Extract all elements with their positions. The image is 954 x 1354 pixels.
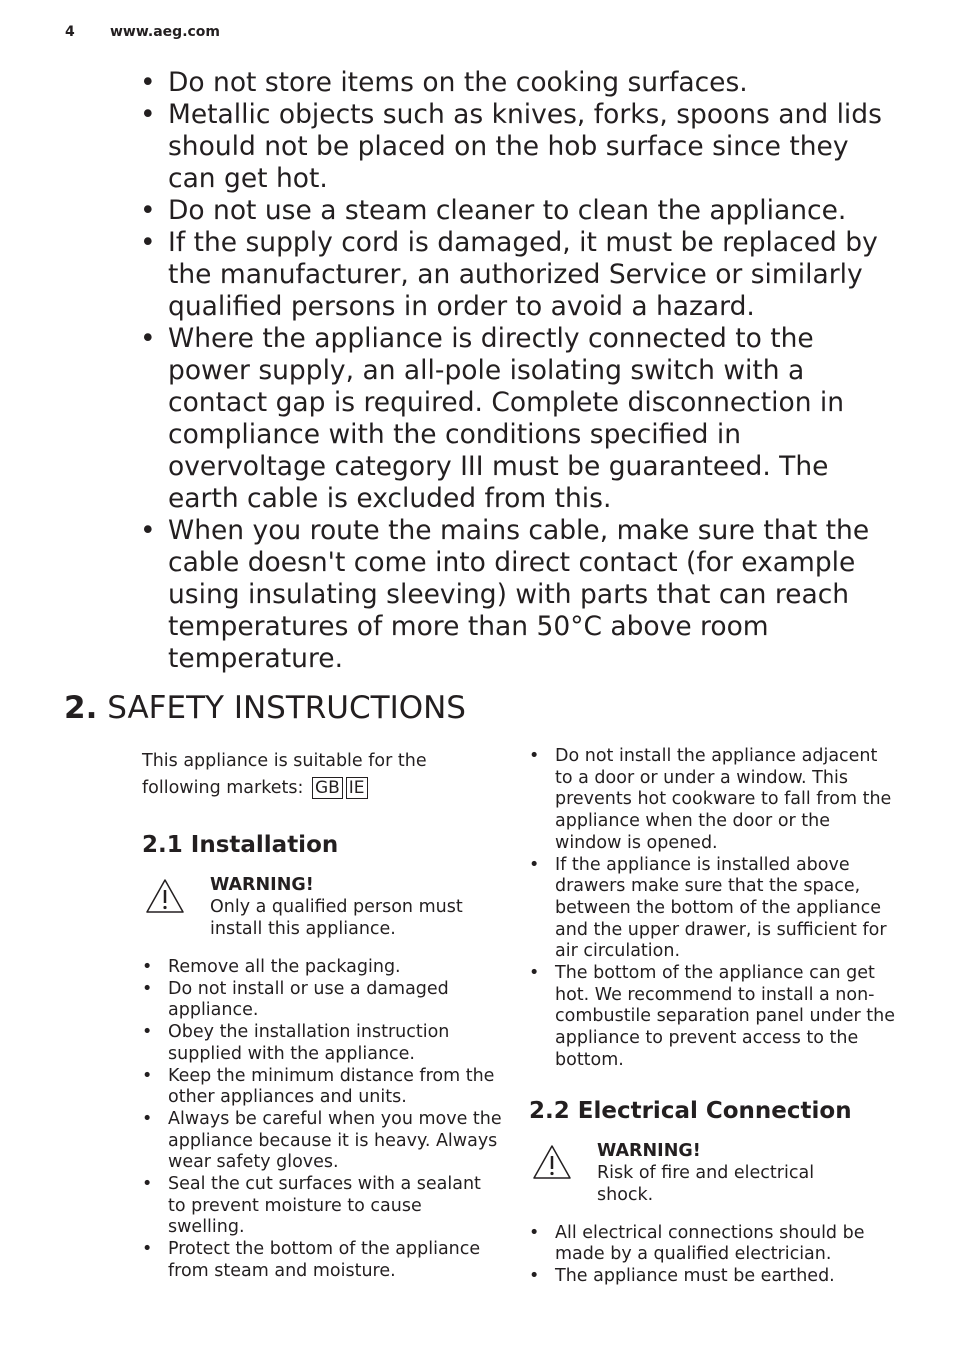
list-item: • The appliance must be earthed. xyxy=(529,1266,899,1288)
subsection-title: Installation xyxy=(190,832,339,858)
left-column xyxy=(142,748,502,1283)
installation-list-continued xyxy=(529,746,899,1072)
markets-intro xyxy=(142,748,502,802)
subsection-heading-installation xyxy=(142,832,502,858)
subsection-heading-electrical xyxy=(529,1098,899,1124)
list-item: • If the appliance is installed above drawers make sure that the space, between the bottom of the appliance and the upper drawer, is sufficient for air circulation. xyxy=(529,855,899,964)
list-item: • Obey the installation instruction supplied with the appliance. xyxy=(142,1022,502,1065)
safety-bullet-list xyxy=(140,67,900,675)
list-item: • Do not install or use a damaged appliance. xyxy=(142,979,502,1022)
electrical-list xyxy=(529,1223,899,1288)
list-item: • Keep the minimum distance from the other appliances and units. xyxy=(142,1066,502,1109)
section-title xyxy=(64,690,466,726)
list-item: • If the supply cord is damaged, it must be replaced by the manufacturer, an authorized Service or similarly qualified persons in order to avoid a hazard. xyxy=(140,227,900,323)
list-item: • Protect the bottom of the appliance from steam and moisture. xyxy=(142,1239,502,1282)
warning-triangle-icon xyxy=(145,878,185,914)
market-badge-gb: GB xyxy=(312,777,343,799)
warning-title: WARNING! xyxy=(210,875,314,895)
list-item: • Remove all the packaging. xyxy=(142,957,502,979)
installation-list xyxy=(142,957,502,1283)
markets-label: following markets: xyxy=(142,778,304,798)
list-item: • Do not use a steam cleaner to clean the appliance. xyxy=(140,195,900,227)
right-column xyxy=(529,746,899,1288)
list-item: • All electrical connections should be made by a qualified electrician. xyxy=(529,1223,899,1266)
list-item: • Metallic objects such as knives, forks, spoons and lids should not be placed on the hob surface since they can get hot. xyxy=(140,99,900,195)
page-header xyxy=(65,24,221,40)
intro-line: This appliance is suitable for the xyxy=(142,751,427,771)
subsection-number: 2.2 xyxy=(529,1097,570,1124)
warning-text: Risk of fire and electrical shock. xyxy=(597,1162,815,1205)
list-item: • Where the appliance is directly connected to the power supply, an all-pole isolating switch with a contact gap is required. Complete disconnection in compliance with the conditions specified in overvoltage category III must be guaranteed. The earth cable is excluded from this. xyxy=(140,323,900,515)
list-item: • When you route the mains cable, make sure that the cable doesn't come into direct contact (for example using insulating sleeving) with parts that can reach temperatures of more than 50°C above room temperature. xyxy=(140,515,900,675)
warning-triangle-icon xyxy=(532,1144,572,1180)
list-item: • Do not store items on the cooking surfaces. xyxy=(140,67,900,99)
list-item: • Do not install the appliance adjacent to a door or under a window. This prevents hot cookware to fall from the appliance when the door or the window is opened. xyxy=(529,746,899,855)
section-heading: SAFETY INSTRUCTIONS xyxy=(107,690,466,726)
section-number: 2. xyxy=(64,690,98,726)
market-badge-ie: IE xyxy=(346,777,368,799)
warning-title: WARNING! xyxy=(597,1140,701,1161)
subsection-title: Electrical Connection xyxy=(577,1097,852,1124)
warning-text: Only a qualified person must install this appliance. xyxy=(210,897,463,939)
list-item: • The bottom of the appliance can get hot. We recommend to install a non-combustile separation panel under the appliance to prevent access to the bottom. xyxy=(529,963,899,1072)
subsection-number: 2.1 xyxy=(142,832,183,858)
list-item: • Seal the cut surfaces with a sealant to prevent moisture to cause swelling. xyxy=(142,1174,502,1239)
warning-box xyxy=(529,1140,899,1206)
intro-line xyxy=(142,775,502,802)
site-url[interactable]: www.aeg.com xyxy=(110,24,221,40)
warning-box xyxy=(142,874,502,940)
page-number: 4 xyxy=(65,24,75,40)
list-item: • Always be careful when you move the appliance because it is heavy. Always wear safety gloves. xyxy=(142,1109,502,1174)
